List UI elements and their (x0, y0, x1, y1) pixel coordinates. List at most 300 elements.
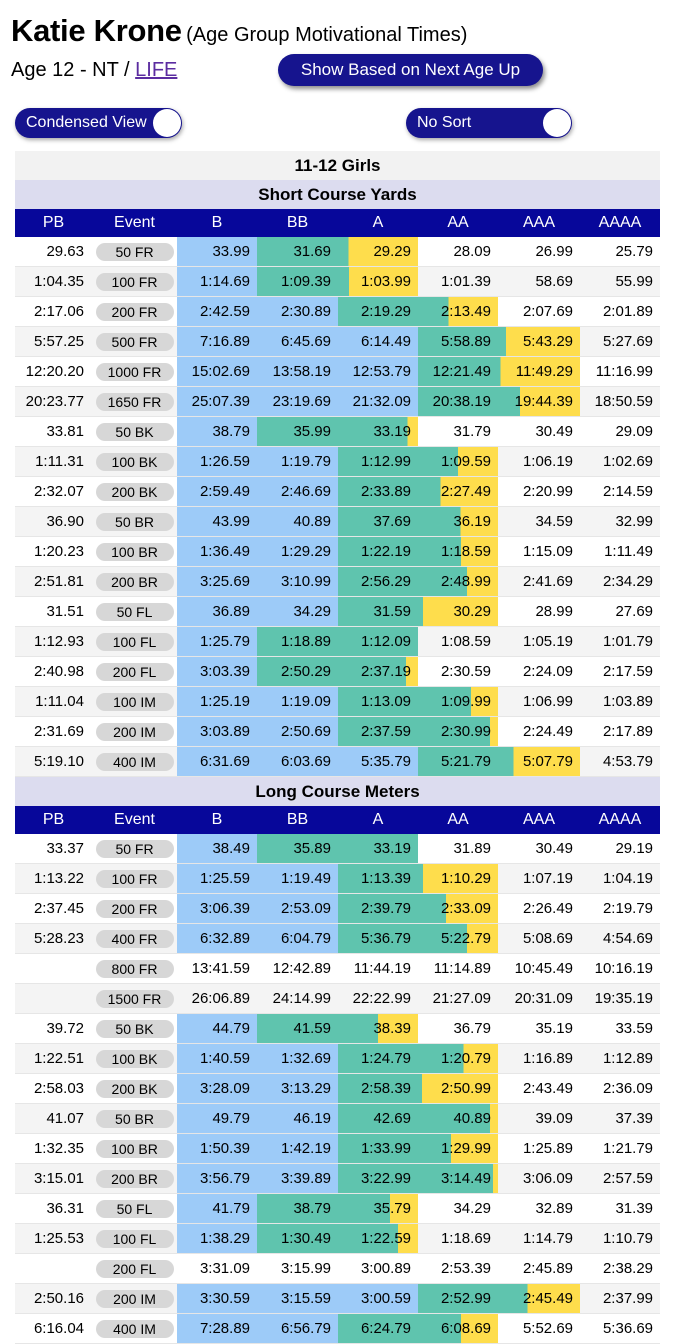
standard-time: 2:52.99 (418, 1284, 498, 1314)
standard-time: 29.29 (338, 237, 418, 267)
standard-time: 41.79 (177, 1194, 257, 1224)
standard-time: 11:14.89 (418, 954, 498, 984)
event-pill[interactable]: 1650 FR (96, 393, 174, 411)
event-cell (92, 657, 177, 687)
pb-time: 2:40.98 (15, 657, 92, 687)
course-header-row (15, 777, 660, 807)
event-pill[interactable]: 50 BK (96, 1020, 174, 1038)
standard-time: 27.69 (580, 597, 660, 627)
column-header-row (15, 806, 660, 834)
event-cell (92, 627, 177, 657)
event-pill[interactable]: 400 IM (96, 753, 174, 771)
event-cell (92, 1134, 177, 1164)
standard-time: 2:30.59 (418, 657, 498, 687)
standard-time: 2:24.09 (498, 657, 580, 687)
toggle-knob[interactable] (543, 109, 571, 137)
standard-time: 1:07.19 (498, 864, 580, 894)
standard-time: 1:06.99 (498, 687, 580, 717)
standard-time: 6:24.79 (338, 1314, 418, 1344)
standard-time: 32.89 (498, 1194, 580, 1224)
standard-time: 2:33.89 (338, 477, 418, 507)
standard-time: 2:07.69 (498, 297, 580, 327)
standard-time: 31.69 (257, 237, 338, 267)
standard-time: 5:43.29 (498, 327, 580, 357)
event-pill[interactable]: 50 FR (96, 840, 174, 858)
event-pill[interactable]: 100 IM (96, 693, 174, 711)
event-pill[interactable]: 200 BK (96, 1080, 174, 1098)
event-pill[interactable]: 100 BK (96, 453, 174, 471)
column-header[interactable]: AAA (498, 806, 580, 834)
standard-time: 1:25.59 (177, 864, 257, 894)
standard-time: 1:18.89 (257, 627, 338, 657)
standard-time: 12:21.49 (418, 357, 498, 387)
standard-time: 6:03.69 (257, 747, 338, 777)
standard-time: 3:22.99 (338, 1164, 418, 1194)
standard-time: 44.79 (177, 1014, 257, 1044)
event-pill[interactable]: 200 BK (96, 483, 174, 501)
standard-time: 31.89 (418, 834, 498, 864)
event-pill[interactable]: 100 FR (96, 273, 174, 291)
pb-time: 2:51.81 (15, 567, 92, 597)
pb-time: 1:12.93 (15, 627, 92, 657)
standard-time: 1:19.79 (257, 447, 338, 477)
event-pill[interactable]: 200 FL (96, 663, 174, 681)
event-cell (92, 717, 177, 747)
event-cell (92, 447, 177, 477)
standard-time: 2:30.89 (257, 297, 338, 327)
column-header-row (15, 209, 660, 237)
table-row (15, 1284, 660, 1314)
group-header-row (15, 151, 660, 180)
pb-time: 2:32.07 (15, 477, 92, 507)
table-row (15, 357, 660, 387)
standard-time: 1:11.49 (580, 537, 660, 567)
event-pill[interactable]: 400 IM (96, 1320, 174, 1338)
toggle-knob[interactable] (153, 109, 181, 137)
pb-time: 6:16.04 (15, 1314, 92, 1344)
standard-time: 2:41.69 (498, 567, 580, 597)
standard-time: 26:06.89 (177, 984, 257, 1014)
table-row (15, 717, 660, 747)
column-header[interactable]: Event (92, 806, 177, 834)
standard-time: 3:31.09 (177, 1254, 257, 1284)
event-pill[interactable]: 200 FR (96, 900, 174, 918)
standard-time: 24:14.99 (257, 984, 338, 1014)
standard-time: 1:33.99 (338, 1134, 418, 1164)
standard-time: 6:45.69 (257, 327, 338, 357)
pb-time: 41.07 (15, 1104, 92, 1134)
standard-time: 13:58.19 (257, 357, 338, 387)
standard-time: 43.99 (177, 507, 257, 537)
event-pill[interactable]: 100 FR (96, 870, 174, 888)
event-cell (92, 687, 177, 717)
life-link[interactable]: LIFE (135, 59, 178, 81)
standard-time: 6:31.69 (177, 747, 257, 777)
event-pill[interactable]: 50 BK (96, 423, 174, 441)
event-cell (92, 477, 177, 507)
standard-time: 25:07.39 (177, 387, 257, 417)
standard-time: 36.79 (418, 1014, 498, 1044)
column-header[interactable]: AA (418, 209, 498, 237)
column-header[interactable]: BB (257, 806, 338, 834)
standard-time: 5:35.79 (338, 747, 418, 777)
standard-time: 7:28.89 (177, 1314, 257, 1344)
standard-time: 2:26.49 (498, 894, 580, 924)
standard-time: 3:15.59 (257, 1284, 338, 1314)
standard-time: 1:25.89 (498, 1134, 580, 1164)
standard-time: 12:53.79 (338, 357, 418, 387)
standard-time: 5:27.69 (580, 327, 660, 357)
event-pill[interactable]: 100 FL (96, 1230, 174, 1248)
pb-time: 2:58.03 (15, 1074, 92, 1104)
standard-time: 58.69 (498, 267, 580, 297)
standard-time: 2:14.59 (580, 477, 660, 507)
standard-time: 1:04.19 (580, 864, 660, 894)
standard-time: 11:16.99 (580, 357, 660, 387)
standard-time: 1:09.59 (418, 447, 498, 477)
event-pill[interactable]: 200 FL (96, 1260, 174, 1278)
standard-time: 34.29 (418, 1194, 498, 1224)
page-title (11, 13, 467, 49)
standard-time: 2:53.09 (257, 894, 338, 924)
table-row (15, 1164, 660, 1194)
standard-time: 2:20.99 (498, 477, 580, 507)
table-row (15, 447, 660, 477)
pb-time: 2:50.16 (15, 1284, 92, 1314)
event-pill[interactable]: 50 FR (96, 243, 174, 261)
standard-time: 3:39.89 (257, 1164, 338, 1194)
standard-time: 2:37.19 (338, 657, 418, 687)
standard-time: 1:12.99 (338, 447, 418, 477)
table-row (15, 567, 660, 597)
sort-label: No Sort (417, 114, 472, 131)
standard-time: 2:57.59 (580, 1164, 660, 1194)
table-row (15, 984, 660, 1014)
standard-time: 37.69 (338, 507, 418, 537)
standard-time: 1:02.69 (580, 447, 660, 477)
table-row (15, 747, 660, 777)
pb-time: 2:37.45 (15, 894, 92, 924)
table-row (15, 834, 660, 864)
standard-time: 37.39 (580, 1104, 660, 1134)
event-pill[interactable]: 100 BK (96, 1050, 174, 1068)
standard-time: 1:13.09 (338, 687, 418, 717)
event-pill[interactable]: 1500 FR (96, 990, 174, 1008)
standard-time: 5:52.69 (498, 1314, 580, 1344)
table-row (15, 387, 660, 417)
event-pill[interactable]: 100 FL (96, 633, 174, 651)
pb-time (15, 1254, 92, 1284)
standard-time: 28.99 (498, 597, 580, 627)
column-header[interactable]: AA (418, 806, 498, 834)
age-text: Age 12 - NT / (11, 59, 136, 81)
standard-time: 1:13.39 (338, 864, 418, 894)
table-row (15, 894, 660, 924)
standard-time: 31.59 (338, 597, 418, 627)
standard-time: 5:36.69 (580, 1314, 660, 1344)
standard-time: 3:15.99 (257, 1254, 338, 1284)
standard-time: 1:42.19 (257, 1134, 338, 1164)
event-cell (92, 1104, 177, 1134)
standard-time: 3:03.89 (177, 717, 257, 747)
standard-time: 46.19 (257, 1104, 338, 1134)
event-pill[interactable]: 50 FL (96, 603, 174, 621)
standard-time: 1:03.99 (338, 267, 418, 297)
event-cell (92, 507, 177, 537)
pb-time: 5:57.25 (15, 327, 92, 357)
standard-time: 2:45.49 (498, 1284, 580, 1314)
standard-time: 1:14.79 (498, 1224, 580, 1254)
standard-time: 28.09 (418, 237, 498, 267)
standard-time: 11:49.29 (498, 357, 580, 387)
table-row (15, 537, 660, 567)
pb-time: 1:11.31 (15, 447, 92, 477)
standard-time: 2:17.59 (580, 657, 660, 687)
pb-time: 33.37 (15, 834, 92, 864)
standard-time: 33.19 (338, 417, 418, 447)
column-header[interactable]: AAA (498, 209, 580, 237)
event-pill[interactable]: 200 IM (96, 723, 174, 741)
table-row (15, 1014, 660, 1044)
standard-time: 38.49 (177, 834, 257, 864)
standard-time: 1:38.29 (177, 1224, 257, 1254)
pb-time: 2:17.06 (15, 297, 92, 327)
standard-time: 1:01.79 (580, 627, 660, 657)
standard-time: 4:54.69 (580, 924, 660, 954)
pb-time: 12:20.20 (15, 357, 92, 387)
pb-time: 31.51 (15, 597, 92, 627)
event-pill[interactable]: 200 IM (96, 1290, 174, 1308)
standard-time: 2:01.89 (580, 297, 660, 327)
standard-time: 29.19 (580, 834, 660, 864)
standard-time: 3:13.29 (257, 1074, 338, 1104)
event-pill[interactable]: 50 FL (96, 1200, 174, 1218)
standard-time: 29.09 (580, 417, 660, 447)
standard-time: 2:19.79 (580, 894, 660, 924)
standard-time: 22:22.99 (338, 984, 418, 1014)
table-row (15, 327, 660, 357)
standard-time: 1:15.09 (498, 537, 580, 567)
standard-time: 33.19 (338, 834, 418, 864)
standard-time: 2:37.59 (338, 717, 418, 747)
column-header[interactable]: BB (257, 209, 338, 237)
event-cell (92, 357, 177, 387)
column-header[interactable]: B (177, 806, 257, 834)
standard-time: 1:14.69 (177, 267, 257, 297)
event-pill[interactable]: 800 FR (96, 960, 174, 978)
standard-time: 2:34.29 (580, 567, 660, 597)
event-pill[interactable]: 50 BR (96, 513, 174, 531)
standard-time: 1:29.29 (257, 537, 338, 567)
standard-time: 5:08.69 (498, 924, 580, 954)
standard-time: 35.99 (257, 417, 338, 447)
event-pill[interactable]: 500 FR (96, 333, 174, 351)
standard-time: 1:09.39 (257, 267, 338, 297)
event-cell (92, 864, 177, 894)
event-cell (92, 834, 177, 864)
course-title: Long Course Meters (15, 777, 660, 807)
standard-time: 1:29.99 (418, 1134, 498, 1164)
standard-time: 1:09.99 (418, 687, 498, 717)
standard-time: 2:36.09 (580, 1074, 660, 1104)
event-cell (92, 1044, 177, 1074)
standard-time: 2:48.99 (418, 567, 498, 597)
standard-time: 1:19.49 (257, 864, 338, 894)
event-cell (92, 567, 177, 597)
course-title: Short Course Yards (15, 180, 660, 209)
standard-time: 35.89 (257, 834, 338, 864)
pb-time: 1:11.04 (15, 687, 92, 717)
pb-time: 2:31.69 (15, 717, 92, 747)
standard-time: 2:39.79 (338, 894, 418, 924)
column-header[interactable]: PB (15, 209, 92, 237)
standard-time: 31.39 (580, 1194, 660, 1224)
standard-time: 1:22.59 (338, 1224, 418, 1254)
standard-time: 1:18.69 (418, 1224, 498, 1254)
standard-time: 3:06.39 (177, 894, 257, 924)
standard-time: 33.99 (177, 237, 257, 267)
table-row (15, 924, 660, 954)
event-pill[interactable]: 100 BR (96, 543, 174, 561)
pb-time: 3:15.01 (15, 1164, 92, 1194)
standard-time: 3:30.59 (177, 1284, 257, 1314)
standard-time: 1:12.89 (580, 1044, 660, 1074)
standard-time: 6:08.69 (418, 1314, 498, 1344)
standard-time: 49.79 (177, 1104, 257, 1134)
standard-time: 5:58.89 (418, 327, 498, 357)
event-cell (92, 597, 177, 627)
table-row (15, 417, 660, 447)
table-row (15, 954, 660, 984)
standard-time: 36.19 (418, 507, 498, 537)
pb-time: 1:22.51 (15, 1044, 92, 1074)
column-header[interactable]: Event (92, 209, 177, 237)
condensed-view-label: Condensed View (26, 114, 147, 131)
standard-time: 3:06.09 (498, 1164, 580, 1194)
standard-time: 42.69 (338, 1104, 418, 1134)
event-pill[interactable]: 200 BR (96, 1170, 174, 1188)
event-cell (92, 267, 177, 297)
standard-time: 1:25.79 (177, 627, 257, 657)
standard-time: 2:59.49 (177, 477, 257, 507)
standard-time: 1:21.79 (580, 1134, 660, 1164)
event-cell (92, 1014, 177, 1044)
standard-time: 18:50.59 (580, 387, 660, 417)
standard-time: 2:56.29 (338, 567, 418, 597)
standard-time: 1:06.19 (498, 447, 580, 477)
standard-time: 5:07.79 (498, 747, 580, 777)
column-header[interactable]: A (338, 209, 418, 237)
standard-time: 41.59 (257, 1014, 338, 1044)
column-header[interactable]: AAAA (580, 209, 660, 237)
event-cell (92, 984, 177, 1014)
column-header[interactable]: PB (15, 806, 92, 834)
pb-time: 1:04.35 (15, 267, 92, 297)
event-cell (92, 387, 177, 417)
event-pill[interactable]: 400 FR (96, 930, 174, 948)
pb-time: 1:20.23 (15, 537, 92, 567)
standard-time: 1:01.39 (418, 267, 498, 297)
column-header[interactable]: A (338, 806, 418, 834)
pb-time: 33.81 (15, 417, 92, 447)
event-cell (92, 954, 177, 984)
standard-time: 1:19.09 (257, 687, 338, 717)
standard-time: 2:17.89 (580, 717, 660, 747)
table-row (15, 1104, 660, 1134)
standard-time: 1:16.89 (498, 1044, 580, 1074)
standard-time: 19:35.19 (580, 984, 660, 1014)
standard-time: 2:58.39 (338, 1074, 418, 1104)
event-pill[interactable]: 50 BR (96, 1110, 174, 1128)
table-row (15, 477, 660, 507)
standard-time: 38.39 (338, 1014, 418, 1044)
standard-time: 40.89 (257, 507, 338, 537)
standard-time: 15:02.69 (177, 357, 257, 387)
sort-toggle[interactable] (406, 108, 572, 138)
event-cell (92, 1314, 177, 1344)
pb-time: 36.31 (15, 1194, 92, 1224)
table-row (15, 657, 660, 687)
standard-time: 31.79 (418, 417, 498, 447)
event-pill[interactable]: 200 BR (96, 573, 174, 591)
standard-time: 25.79 (580, 237, 660, 267)
standard-time: 5:21.79 (418, 747, 498, 777)
standard-time: 2:24.49 (498, 717, 580, 747)
event-cell (92, 924, 177, 954)
standard-time: 30.49 (498, 417, 580, 447)
event-cell (92, 1224, 177, 1254)
standard-time: 55.99 (580, 267, 660, 297)
column-header[interactable]: B (177, 209, 257, 237)
event-cell (92, 1194, 177, 1224)
column-header[interactable]: AAAA (580, 806, 660, 834)
standard-time: 6:14.49 (338, 327, 418, 357)
pb-time (15, 954, 92, 984)
standard-time: 3:00.89 (338, 1254, 418, 1284)
standard-time: 38.79 (177, 417, 257, 447)
next-age-up-button[interactable]: Show Based on Next Age Up (278, 54, 543, 86)
event-pill[interactable]: 100 BR (96, 1140, 174, 1158)
event-pill[interactable]: 1000 FR (96, 363, 174, 381)
table-row (15, 687, 660, 717)
swimmer-name: Katie Krone (11, 13, 182, 48)
age-row (11, 59, 177, 82)
standard-time: 2:38.29 (580, 1254, 660, 1284)
standard-time: 2:50.29 (257, 657, 338, 687)
standard-time: 1:40.59 (177, 1044, 257, 1074)
event-cell (92, 237, 177, 267)
condensed-view-toggle[interactable] (15, 108, 182, 138)
event-cell (92, 1254, 177, 1284)
standard-time: 3:28.09 (177, 1074, 257, 1104)
pb-time (15, 984, 92, 1014)
standard-time: 20:38.19 (418, 387, 498, 417)
standard-time: 2:33.09 (418, 894, 498, 924)
event-pill[interactable]: 200 FR (96, 303, 174, 321)
standard-time: 3:25.69 (177, 567, 257, 597)
standard-time: 1:30.49 (257, 1224, 338, 1254)
table-row (15, 1194, 660, 1224)
standard-time: 10:16.19 (580, 954, 660, 984)
standard-time: 4:53.79 (580, 747, 660, 777)
standard-time: 6:56.79 (257, 1314, 338, 1344)
standard-time: 2:43.49 (498, 1074, 580, 1104)
standard-time: 35.79 (338, 1194, 418, 1224)
pb-time: 5:28.23 (15, 924, 92, 954)
event-cell (92, 894, 177, 924)
standard-time: 1:18.59 (418, 537, 498, 567)
standard-time: 1:08.59 (418, 627, 498, 657)
